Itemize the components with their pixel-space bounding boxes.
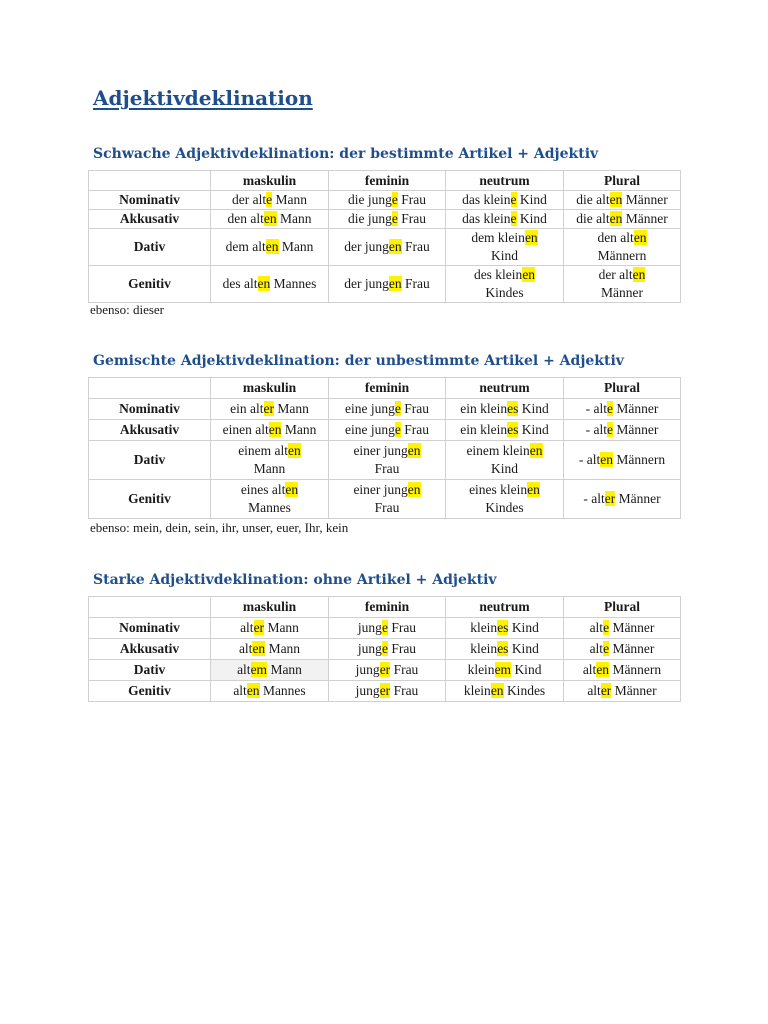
declension-cell bbox=[329, 229, 446, 266]
ending-highlight: en bbox=[633, 230, 647, 245]
noun: Kindes bbox=[503, 683, 546, 698]
column-header-plural: Plural bbox=[564, 378, 681, 399]
declension-cell bbox=[329, 420, 446, 441]
declension-cell bbox=[329, 441, 446, 480]
ending-highlight: en bbox=[529, 443, 543, 458]
noun: Frau bbox=[397, 211, 426, 226]
ending-highlight: em bbox=[494, 662, 512, 677]
noun: Männern bbox=[609, 662, 662, 677]
row-label-akkusativ: Akkusativ bbox=[89, 639, 211, 660]
declension-cell bbox=[446, 660, 564, 681]
noun: Kindes bbox=[485, 500, 524, 515]
word-stem: den alt bbox=[597, 230, 634, 245]
table-row bbox=[89, 441, 681, 480]
word-stem: die jung bbox=[348, 192, 392, 207]
declension-cell bbox=[564, 210, 681, 229]
table-row bbox=[89, 639, 681, 660]
row-label-nominativ: Nominativ bbox=[89, 399, 211, 420]
noun: Kind bbox=[511, 662, 542, 677]
row-label-genitiv: Genitiv bbox=[89, 266, 211, 303]
row-label-dativ: Dativ bbox=[89, 229, 211, 266]
declension-cell bbox=[446, 266, 564, 303]
declension-cell bbox=[211, 266, 329, 303]
noun: Frau bbox=[401, 276, 430, 291]
word-stem: der alt bbox=[232, 192, 267, 207]
word-stem: das klein bbox=[462, 192, 511, 207]
word-stem: einer jung bbox=[353, 482, 408, 497]
noun: Mannes bbox=[270, 276, 317, 291]
declension-cell bbox=[211, 681, 329, 702]
declension-cell bbox=[446, 681, 564, 702]
noun: Mann bbox=[276, 211, 312, 226]
word-stem: dem alt bbox=[225, 239, 266, 254]
noun: Mannes bbox=[259, 683, 306, 698]
ending-highlight: e bbox=[381, 641, 388, 656]
declension-cell bbox=[329, 681, 446, 702]
noun: Mann bbox=[274, 401, 309, 416]
declension-cell bbox=[329, 399, 446, 420]
word-stem: alt bbox=[233, 683, 247, 698]
word-stem: alt bbox=[587, 683, 601, 698]
declension-cell bbox=[211, 210, 329, 229]
ending-highlight: en bbox=[257, 276, 271, 291]
declension-cell bbox=[211, 480, 329, 519]
ending-highlight: em bbox=[250, 662, 268, 677]
ending-highlight: e bbox=[607, 401, 613, 416]
noun: Frau bbox=[374, 500, 400, 515]
declension-cell bbox=[329, 639, 446, 660]
column-header-feminin: feminin bbox=[329, 171, 446, 191]
word-stem: die alt bbox=[576, 192, 610, 207]
row-label-nominativ: Nominativ bbox=[89, 618, 211, 639]
column-header-feminin: feminin bbox=[329, 378, 446, 399]
table-row bbox=[89, 399, 681, 420]
declension-cell bbox=[446, 399, 564, 420]
ending-highlight: es bbox=[507, 401, 519, 416]
ending-highlight: en bbox=[263, 211, 277, 226]
declension-cell bbox=[329, 618, 446, 639]
column-header-neutrum: neutrum bbox=[446, 171, 564, 191]
table-row bbox=[89, 191, 681, 210]
ending-highlight: es bbox=[507, 422, 519, 437]
ending-highlight: e bbox=[381, 620, 388, 635]
word-stem: - alt bbox=[578, 452, 601, 467]
table-row bbox=[89, 681, 681, 702]
word-stem: alt bbox=[589, 620, 604, 635]
word-stem: alt bbox=[582, 662, 597, 677]
ending-highlight: en bbox=[388, 276, 402, 291]
ending-highlight: es bbox=[497, 620, 509, 635]
ending-highlight: e bbox=[607, 422, 613, 437]
declension-cell bbox=[446, 618, 564, 639]
column-header-plural: Plural bbox=[564, 597, 681, 618]
noun: Frau bbox=[401, 239, 430, 254]
ending-highlight: er bbox=[263, 401, 274, 416]
ending-highlight: e bbox=[394, 422, 401, 437]
word-stem: den alt bbox=[227, 211, 264, 226]
word-stem: jung bbox=[357, 620, 382, 635]
word-stem: des klein bbox=[473, 267, 523, 282]
word-stem: alt bbox=[240, 620, 254, 635]
ending-highlight: e bbox=[391, 211, 398, 226]
word-stem: ein klein bbox=[460, 422, 508, 437]
corner-cell bbox=[89, 378, 211, 399]
declension-cell bbox=[446, 210, 564, 229]
row-label-akkusativ: Akkusativ bbox=[89, 420, 211, 441]
word-stem: einer jung bbox=[353, 443, 408, 458]
word-stem: alt bbox=[237, 662, 251, 677]
word-stem: jung bbox=[355, 683, 380, 698]
noun: Kind bbox=[516, 192, 547, 207]
ending-highlight: e bbox=[391, 192, 398, 207]
declension-cell bbox=[211, 660, 329, 681]
note-gemischte: ebenso: mein, dein, sein, ihr, unser, euer, Ihr, kein bbox=[90, 520, 349, 535]
noun: Kind bbox=[518, 401, 549, 416]
declension-cell bbox=[564, 266, 681, 303]
ending-highlight: en bbox=[285, 482, 299, 497]
table-starke bbox=[88, 596, 681, 702]
ending-highlight: er bbox=[253, 620, 265, 635]
ending-highlight: er bbox=[604, 491, 616, 506]
table-row bbox=[89, 229, 681, 266]
noun: Frau bbox=[397, 192, 426, 207]
column-header-plural: Plural bbox=[564, 171, 681, 191]
noun: Kind bbox=[518, 422, 549, 437]
column-header-maskulin: maskulin bbox=[211, 171, 329, 191]
declension-cell bbox=[446, 191, 564, 210]
declension-cell bbox=[446, 420, 564, 441]
ending-highlight: e bbox=[266, 192, 273, 207]
declension-cell bbox=[329, 660, 446, 681]
row-label-genitiv: Genitiv bbox=[89, 480, 211, 519]
ending-highlight: en bbox=[609, 211, 623, 226]
declension-cell bbox=[564, 660, 681, 681]
noun: Männer bbox=[609, 641, 655, 656]
noun: Kind bbox=[491, 248, 518, 263]
header-row bbox=[89, 171, 681, 191]
word-stem: jung bbox=[357, 641, 382, 656]
word-stem: klein bbox=[470, 641, 498, 656]
noun: Kind bbox=[516, 211, 547, 226]
declension-cell bbox=[564, 420, 681, 441]
ending-highlight: er bbox=[379, 683, 391, 698]
noun: Männer bbox=[613, 401, 659, 416]
header-row bbox=[89, 378, 681, 399]
table-row bbox=[89, 266, 681, 303]
noun: Frau bbox=[387, 641, 417, 656]
corner-cell bbox=[89, 597, 211, 618]
ending-highlight: en bbox=[600, 452, 613, 467]
table-row bbox=[89, 660, 681, 681]
noun: Kind bbox=[508, 620, 539, 635]
noun: Mann bbox=[281, 422, 317, 437]
noun: Frau bbox=[400, 422, 429, 437]
column-header-neutrum: neutrum bbox=[446, 597, 564, 618]
word-stem: - alt bbox=[585, 401, 607, 416]
ending-highlight: e bbox=[603, 620, 610, 635]
table-row bbox=[89, 210, 681, 229]
declension-cell bbox=[211, 420, 329, 441]
noun: Mann bbox=[253, 461, 286, 476]
noun: Männer bbox=[609, 620, 655, 635]
word-stem: klein bbox=[467, 662, 495, 677]
table-row bbox=[89, 618, 681, 639]
declension-cell bbox=[211, 399, 329, 420]
noun: Mannes bbox=[248, 500, 291, 515]
word-stem: der jung bbox=[344, 239, 389, 254]
ending-highlight: e bbox=[510, 211, 517, 226]
word-stem: der jung bbox=[344, 276, 389, 291]
row-label-akkusativ: Akkusativ bbox=[89, 210, 211, 229]
declension-cell bbox=[446, 229, 564, 266]
declension-cell bbox=[446, 441, 564, 480]
noun: Mann bbox=[267, 662, 302, 677]
noun: Frau bbox=[400, 401, 429, 416]
section-heading-gemischte: Gemischte Adjektivdeklination: der unbestimmte Artikel + Adjektiv bbox=[93, 353, 624, 369]
ending-highlight: e bbox=[603, 641, 610, 656]
ending-highlight: en bbox=[490, 683, 504, 698]
declension-cell bbox=[329, 266, 446, 303]
declension-cell bbox=[211, 229, 329, 266]
noun: Kind bbox=[508, 641, 539, 656]
note-schwache: ebenso: dieser bbox=[90, 302, 165, 317]
ending-highlight: en bbox=[265, 239, 279, 254]
ending-highlight: e bbox=[394, 401, 401, 416]
word-stem: eines klein bbox=[469, 482, 528, 497]
word-stem: eine jung bbox=[345, 422, 395, 437]
ending-highlight: en bbox=[407, 443, 421, 458]
noun: Männern bbox=[613, 452, 666, 467]
word-stem: ein klein bbox=[460, 401, 508, 416]
declension-cell bbox=[564, 480, 681, 519]
ending-highlight: en bbox=[407, 482, 421, 497]
table-gemischte bbox=[88, 377, 681, 519]
declension-cell bbox=[211, 191, 329, 210]
ending-highlight: en bbox=[522, 267, 536, 282]
ending-highlight: e bbox=[510, 192, 517, 207]
ending-highlight: er bbox=[600, 683, 612, 698]
table-row bbox=[89, 420, 681, 441]
noun: Frau bbox=[390, 683, 419, 698]
word-stem: alt bbox=[589, 641, 604, 656]
column-header-maskulin: maskulin bbox=[211, 597, 329, 618]
ending-highlight: en bbox=[288, 443, 301, 458]
corner-cell bbox=[89, 171, 211, 191]
noun: Frau bbox=[390, 662, 419, 677]
page-title: Adjektivdeklination bbox=[93, 86, 313, 110]
noun: Männer bbox=[601, 285, 643, 300]
ending-highlight: en bbox=[596, 662, 610, 677]
ending-highlight: es bbox=[497, 641, 509, 656]
word-stem: das klein bbox=[462, 211, 511, 226]
table-row bbox=[89, 480, 681, 519]
declension-cell bbox=[564, 399, 681, 420]
word-stem: dem klein bbox=[471, 230, 525, 245]
ending-highlight: en bbox=[632, 267, 646, 282]
declension-cell bbox=[329, 191, 446, 210]
column-header-feminin: feminin bbox=[329, 597, 446, 618]
ending-highlight: en bbox=[609, 192, 623, 207]
noun: Frau bbox=[387, 620, 417, 635]
word-stem: alt bbox=[238, 641, 253, 656]
noun: Männer bbox=[615, 491, 661, 506]
noun: Kindes bbox=[485, 285, 524, 300]
ending-highlight: en bbox=[268, 422, 282, 437]
declension-cell bbox=[446, 480, 564, 519]
noun: Männer bbox=[622, 211, 668, 226]
noun: Mann bbox=[272, 192, 307, 207]
word-stem: klein bbox=[463, 683, 491, 698]
table-schwache bbox=[88, 170, 681, 303]
word-stem: eines alt bbox=[240, 482, 286, 497]
declension-cell bbox=[564, 191, 681, 210]
word-stem: des alt bbox=[222, 276, 258, 291]
ending-highlight: en bbox=[252, 641, 266, 656]
row-label-genitiv: Genitiv bbox=[89, 681, 211, 702]
word-stem: einen alt bbox=[222, 422, 269, 437]
row-label-nominativ: Nominativ bbox=[89, 191, 211, 210]
declension-cell bbox=[564, 681, 681, 702]
ending-highlight: en bbox=[388, 239, 402, 254]
row-label-dativ: Dativ bbox=[89, 660, 211, 681]
word-stem: einem alt bbox=[238, 443, 289, 458]
word-stem: die alt bbox=[576, 211, 610, 226]
word-stem: ein alt bbox=[230, 401, 264, 416]
section-heading-starke: Starke Adjektivdeklination: ohne Artikel + Adjektiv bbox=[93, 572, 497, 588]
declension-cell bbox=[211, 639, 329, 660]
noun: Frau bbox=[374, 461, 400, 476]
declension-cell bbox=[564, 441, 681, 480]
header-row bbox=[89, 597, 681, 618]
column-header-maskulin: maskulin bbox=[211, 378, 329, 399]
column-header-neutrum: neutrum bbox=[446, 378, 564, 399]
noun: Männer bbox=[622, 192, 668, 207]
ending-highlight: er bbox=[379, 662, 391, 677]
noun: Mann bbox=[264, 620, 299, 635]
row-label-dativ: Dativ bbox=[89, 441, 211, 480]
word-stem: - alt bbox=[585, 422, 607, 437]
noun: Männer bbox=[613, 422, 659, 437]
noun: Mann bbox=[265, 641, 301, 656]
section-heading-schwache: Schwache Adjektivdeklination: der bestimmte Artikel + Adjektiv bbox=[93, 146, 599, 162]
declension-cell bbox=[211, 441, 329, 480]
declension-cell bbox=[329, 210, 446, 229]
declension-cell bbox=[446, 639, 564, 660]
noun: Mann bbox=[278, 239, 314, 254]
noun: Kind bbox=[491, 461, 518, 476]
word-stem: klein bbox=[470, 620, 498, 635]
word-stem: einem klein bbox=[466, 443, 530, 458]
noun: Männern bbox=[597, 248, 647, 263]
declension-cell bbox=[564, 229, 681, 266]
noun: Männer bbox=[611, 683, 657, 698]
word-stem: die jung bbox=[348, 211, 392, 226]
declension-cell bbox=[564, 639, 681, 660]
ending-highlight: en bbox=[246, 683, 260, 698]
word-stem: - alt bbox=[583, 491, 605, 506]
declension-cell bbox=[329, 480, 446, 519]
declension-cell bbox=[211, 618, 329, 639]
ending-highlight: en bbox=[527, 482, 540, 497]
word-stem: der alt bbox=[598, 267, 633, 282]
ending-highlight: en bbox=[524, 230, 538, 245]
word-stem: jung bbox=[355, 662, 380, 677]
declension-cell bbox=[564, 618, 681, 639]
word-stem: eine jung bbox=[345, 401, 395, 416]
